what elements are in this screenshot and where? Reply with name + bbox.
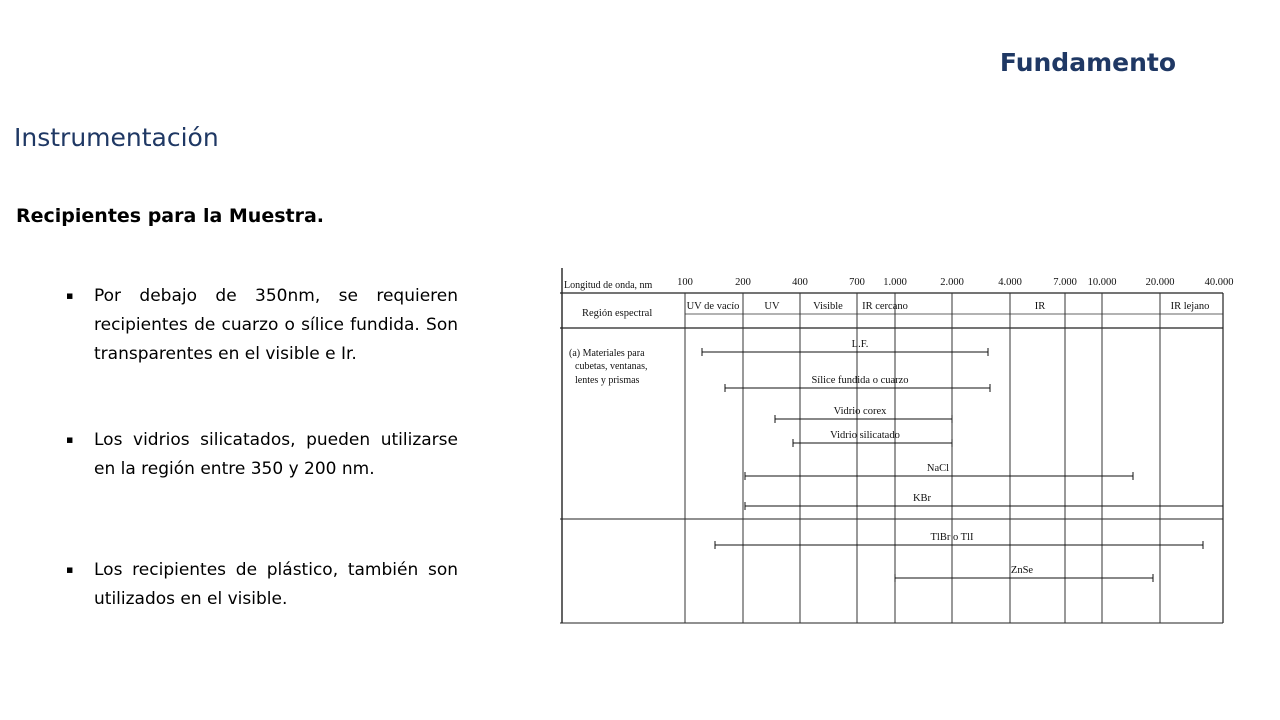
spectral-materials-table [560,268,1240,628]
spectral-regions [685,301,1223,314]
spectral-region-name: IR lejano [1170,301,1210,312]
spectral-region-name: UV de vacío [686,301,740,312]
material-name-label: TlBr o TlI [930,532,974,543]
bullet-item [66,556,458,614]
wavelength-tick-label: 7.000 [1053,277,1077,288]
bullet-marker-icon: ▪ [66,563,74,576]
material-ranges [702,339,1223,582]
spectral-region-label: Región espectral [582,308,653,319]
bullet-item [66,282,458,369]
materials-label-line-3: lentes y prismas [575,375,640,386]
wavelength-tick-label: 4.000 [998,277,1022,288]
spectral-region-name: UV [764,301,780,312]
material-name-label: NaCl [926,463,950,474]
wavelength-axis-label: Longitud de onda, nm [564,280,653,291]
bullet-marker-icon: ▪ [66,289,74,302]
subsection-title: Recipientes para la Muestra. [16,205,325,227]
spectral-region-name: IR cercano [862,301,908,312]
bullet-item [66,426,458,484]
material-name-label: L.F. [851,339,869,350]
bullet-text: Por debajo de 350nm, se requieren recipientes de cuarzo o sílice fundida. Son transparentes en el visible e Ir. [94,286,458,364]
bullet-text: Los vidrios silicatados, pueden utilizarse en la región entre 350 y 200 nm. [94,430,458,479]
bullet-text: Los recipientes de plástico, también son utilizados en el visible. [94,560,458,609]
wavelength-tick-label: 400 [792,277,808,288]
material-name-label: Sílice fundida o cuarzo [811,375,909,386]
wavelength-tick-label: 100 [677,277,693,288]
materials-label-line-1: (a) Materiales para [569,348,645,359]
wavelength-tick-label: 200 [735,277,751,288]
spectral-region-name: Visible [813,301,843,312]
wavelength-tick-label: 1.000 [883,277,907,288]
spectral-materials-figure [560,268,1240,628]
spectral-region-name: IR [1034,301,1046,312]
material-name-label: ZnSe [1010,565,1034,576]
wavelength-tick-label: 2.000 [940,277,964,288]
materials-label-line-2: cubetas, ventanas, [575,361,648,372]
material-name-label: Vidrio corex [833,406,887,417]
wavelength-tick-label: 700 [849,277,865,288]
bullet-marker-icon: ▪ [66,433,74,446]
material-name-label: KBr [912,493,932,504]
header-title: Fundamento [999,48,1176,77]
material-name-label: Vidrio silicatado [830,430,900,441]
wavelength-tick-label: 40.000 [1204,277,1234,288]
section-title: Instrumentación [14,123,219,152]
wavelength-tick-label: 10.000 [1087,277,1117,288]
wavelength-tick-label: 20.000 [1145,277,1175,288]
wavelength-gridlines [685,293,1160,623]
wavelength-ticks [677,277,1233,288]
